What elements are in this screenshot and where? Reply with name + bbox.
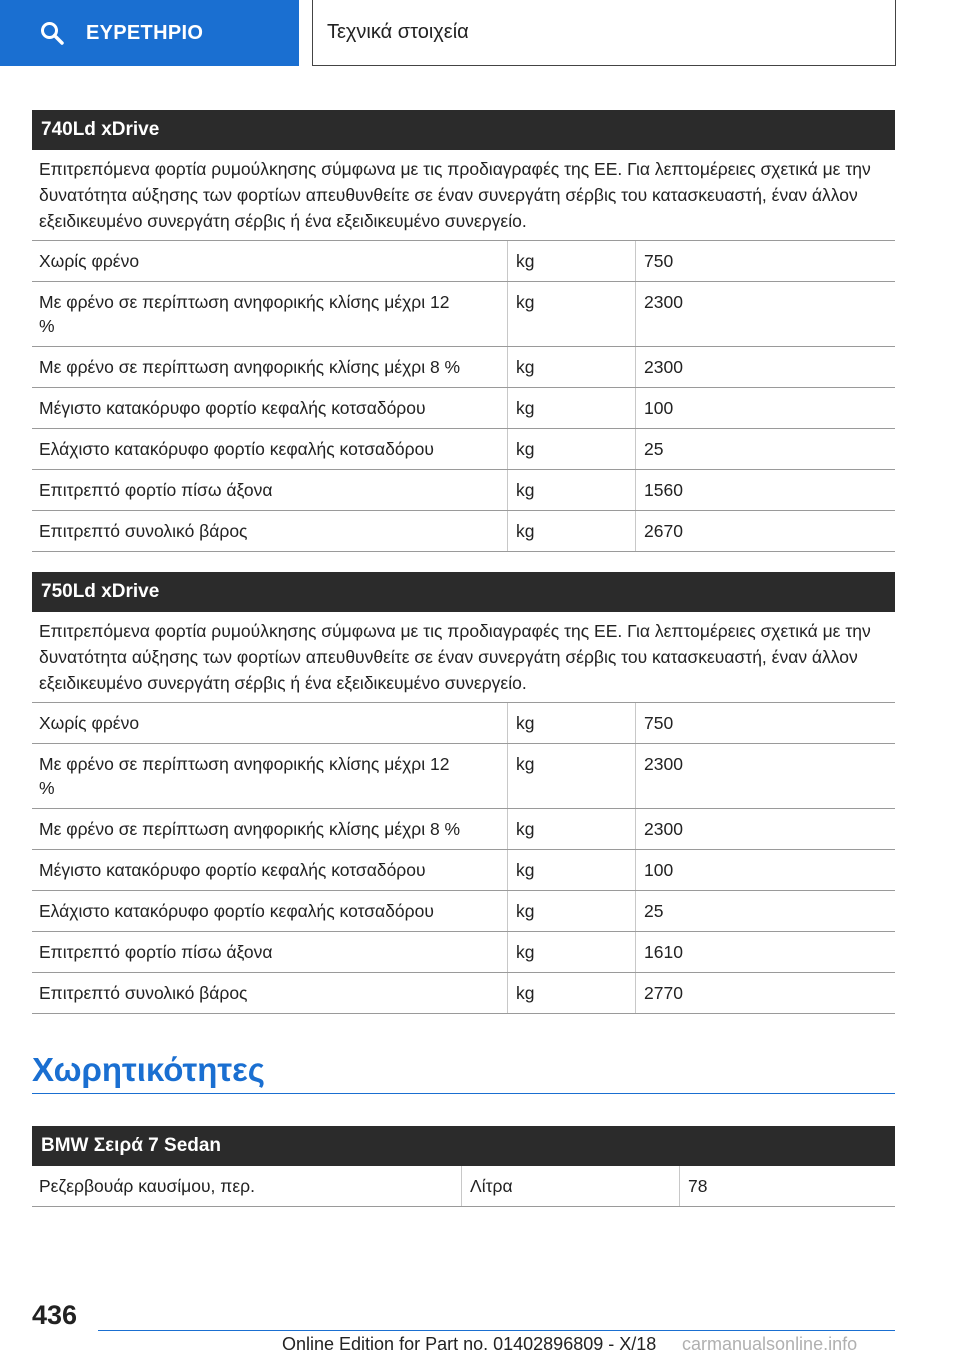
row-unit: kg bbox=[507, 241, 635, 281]
table-row bbox=[32, 932, 895, 973]
table-row bbox=[32, 703, 895, 744]
table-row bbox=[32, 511, 895, 552]
row-unit: kg bbox=[507, 429, 635, 469]
table-row bbox=[32, 282, 895, 347]
row-label: Με φρένο σε περίπτωση ανηφορικής κλίσης μέχρι 12 % bbox=[39, 754, 450, 798]
row-label: Επιτρεπτό φορτίο πίσω άξονα bbox=[39, 480, 273, 500]
row-unit: kg bbox=[507, 891, 635, 931]
table-row bbox=[32, 809, 895, 850]
row-unit: kg bbox=[507, 850, 635, 890]
row-value: 1610 bbox=[635, 932, 895, 972]
row-label: Με φρένο σε περίπτωση ανηφορικής κλίσης μέχρι 8 % bbox=[39, 819, 461, 839]
index-button-label: ΕΥΡΕΤΗΡΙΟ bbox=[86, 21, 204, 44]
capacities-table bbox=[32, 1126, 895, 1207]
row-unit: kg bbox=[507, 470, 635, 510]
row-label: Επιτρεπτό συνολικό βάρος bbox=[39, 521, 248, 541]
row-value: 750 bbox=[635, 703, 895, 743]
table-row bbox=[32, 1166, 895, 1207]
watermark-text: carmanualsonline.info bbox=[682, 1334, 858, 1354]
table-row bbox=[32, 891, 895, 932]
row-unit: kg bbox=[507, 744, 635, 808]
page-header bbox=[0, 0, 960, 66]
spec-table-750ld bbox=[32, 572, 895, 1014]
row-label: Ρεζερβουάρ καυσίμου, περ. bbox=[39, 1176, 255, 1196]
row-label: Μέγιστο κατακόρυφο φορτίο κεφαλής κοτσαδόρου bbox=[39, 398, 426, 418]
table-title: BMW Σειρά 7 Sedan bbox=[32, 1126, 895, 1166]
row-unit: kg bbox=[507, 388, 635, 428]
row-unit: kg bbox=[507, 511, 635, 551]
row-value: 78 bbox=[679, 1166, 895, 1206]
capacities-heading-text: Χωρητικότητες bbox=[32, 1051, 265, 1088]
search-icon bbox=[40, 21, 64, 45]
row-label: Χωρίς φρένο bbox=[39, 251, 140, 271]
row-value: 2300 bbox=[635, 347, 895, 387]
row-unit: Λίτρα bbox=[461, 1166, 679, 1206]
table-row bbox=[32, 470, 895, 511]
footer-divider bbox=[98, 1330, 895, 1331]
row-unit: kg bbox=[507, 809, 635, 849]
row-unit: kg bbox=[507, 347, 635, 387]
edition-text: Online Edition for Part no. 01402896809 - X/18 bbox=[282, 1334, 657, 1354]
row-label: Επιτρεπτό φορτίο πίσω άξονα bbox=[39, 942, 273, 962]
page-number: 436 bbox=[32, 1300, 78, 1330]
row-unit: kg bbox=[507, 282, 635, 346]
row-value: 1560 bbox=[635, 470, 895, 510]
table-row bbox=[32, 429, 895, 470]
row-unit: kg bbox=[507, 703, 635, 743]
spec-table-740ld bbox=[32, 110, 895, 552]
row-value: 2300 bbox=[635, 282, 895, 346]
table-row bbox=[32, 973, 895, 1014]
table-row bbox=[32, 744, 895, 809]
table-intro: Επιτρεπόμενα φορτία ρυμούλκησης σύμφωνα με τις προδιαγραφές της ΕΕ. Για λεπτομέρειες σχετικά με την δυνατότητα αύξησης των φορτίων απευθυνθείτε σε έναν συνεργάτη σέρβις του κατασκευαστή, έναν άλλον εξειδικευμένο συνεργάτη σέρβις ή ένα εξειδικευμένο συνεργείο. bbox=[32, 612, 895, 703]
row-unit: kg bbox=[507, 932, 635, 972]
capacities-heading bbox=[32, 1050, 895, 1094]
row-value: 100 bbox=[635, 850, 895, 890]
row-label: Με φρένο σε περίπτωση ανηφορικής κλίσης μέχρι 12 % bbox=[39, 292, 450, 336]
table-row bbox=[32, 850, 895, 891]
row-value: 25 bbox=[635, 891, 895, 931]
row-value: 2770 bbox=[635, 973, 895, 1013]
section-tab-label: Τεχνικά στοιχεία bbox=[327, 21, 469, 43]
table-title: 750Ld xDrive bbox=[32, 572, 895, 612]
row-label: Ελάχιστο κατακόρυφο φορτίο κεφαλής κοτσαδόρου bbox=[39, 901, 434, 921]
row-value: 100 bbox=[635, 388, 895, 428]
table-row bbox=[32, 347, 895, 388]
row-label: Με φρένο σε περίπτωση ανηφορικής κλίσης μέχρι 8 % bbox=[39, 357, 461, 377]
row-value: 2300 bbox=[635, 809, 895, 849]
row-value: 2300 bbox=[635, 744, 895, 808]
section-tab[interactable] bbox=[312, 0, 896, 66]
table-row bbox=[32, 241, 895, 282]
row-value: 25 bbox=[635, 429, 895, 469]
row-value: 750 bbox=[635, 241, 895, 281]
table-intro: Επιτρεπόμενα φορτία ρυμούλκησης σύμφωνα με τις προδιαγραφές της ΕΕ. Για λεπτομέρειες σχετικά με την δυνατότητα αύξησης των φορτίων απευθυνθείτε σε έναν συνεργάτη σέρβις του κατασκευαστή, έναν άλλον εξειδικευμένο συνεργάτη σέρβις ή ένα εξειδικευμένο συνεργείο. bbox=[32, 150, 895, 241]
row-label: Χωρίς φρένο bbox=[39, 713, 140, 733]
row-value: 2670 bbox=[635, 511, 895, 551]
row-unit: kg bbox=[507, 973, 635, 1013]
table-row bbox=[32, 388, 895, 429]
row-label: Ελάχιστο κατακόρυφο φορτίο κεφαλής κοτσαδόρου bbox=[39, 439, 434, 459]
index-button[interactable] bbox=[0, 0, 299, 66]
table-title: 740Ld xDrive bbox=[32, 110, 895, 150]
row-label: Μέγιστο κατακόρυφο φορτίο κεφαλής κοτσαδόρου bbox=[39, 860, 426, 880]
row-label: Επιτρεπτό συνολικό βάρος bbox=[39, 983, 248, 1003]
